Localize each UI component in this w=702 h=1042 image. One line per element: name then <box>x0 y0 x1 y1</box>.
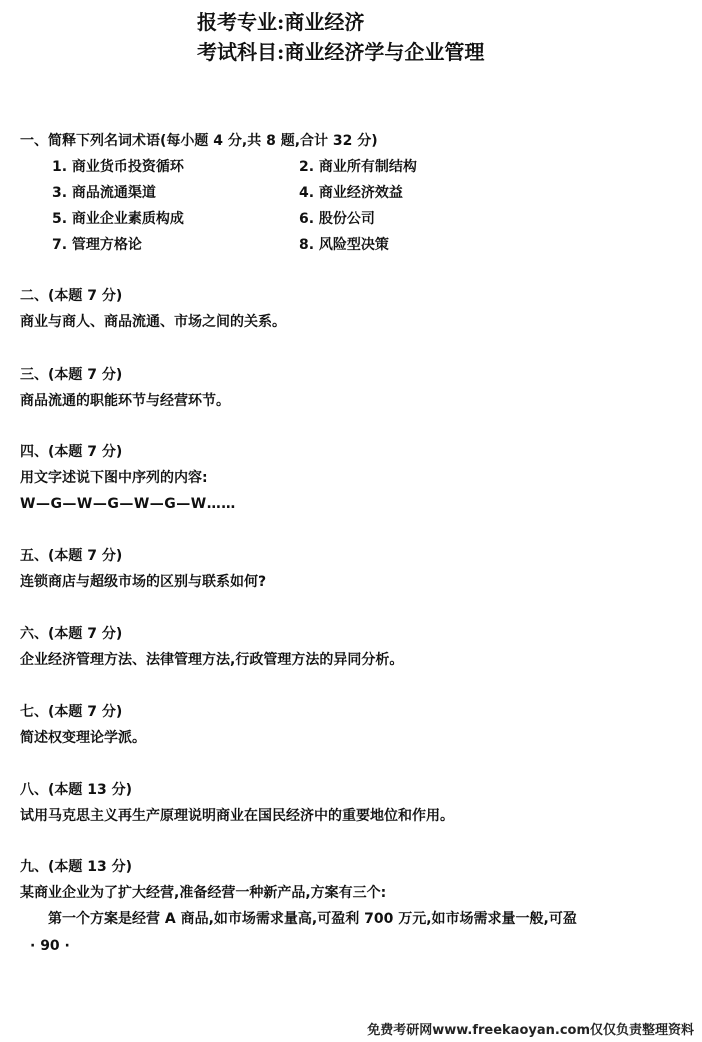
question-3-text: 商品流通的职能环节与经营环节。 <box>20 393 230 409</box>
term-item: 5. 商业企业素质构成 <box>52 211 184 227</box>
term-list <box>52 157 690 255</box>
page-number: · 90 · <box>30 938 70 954</box>
question-2-text: 商业与商人、商品流通、市场之间的关系。 <box>20 314 286 330</box>
question-4-text: 用文字述说下图中序列的内容: <box>20 470 208 486</box>
question-5 <box>20 546 695 592</box>
question-6-text: 企业经济管理方法、法律管理方法,行政管理方法的异同分析。 <box>20 652 404 668</box>
term-item: 3. 商品流通渠道 <box>52 185 156 201</box>
question-5-text: 连锁商店与超级市场的区别与联系如何? <box>20 574 267 590</box>
question-9 <box>20 857 695 929</box>
question-6 <box>20 624 695 670</box>
footer-watermark: 免费考研网www.freekaoyan.com仅仅负责整理资料 <box>367 1023 694 1038</box>
question-7 <box>20 702 695 748</box>
question-1 <box>20 131 690 255</box>
term-item: 1. 商业货币投资循环 <box>52 159 184 175</box>
question-8-text: 试用马克思主义再生产原理说明商业在国民经济中的重要地位和作用。 <box>20 808 454 824</box>
exam-major: 报考专业:商业经济 <box>197 10 365 34</box>
question-8 <box>20 780 695 826</box>
question-7-head: 七、(本题 7 分) <box>20 704 123 720</box>
question-4-head: 四、(本题 7 分) <box>20 444 123 460</box>
question-8-head: 八、(本题 13 分) <box>20 782 133 798</box>
term-item: 6. 股份公司 <box>299 211 375 227</box>
question-9-text-2: 第一个方案是经营 A 商品,如市场需求量高,可盈利 700 万元,如市场需求量一般,可盈 <box>48 911 577 927</box>
question-9-text: 某商业企业为了扩大经营,准备经营一种新产品,方案有三个: <box>20 885 387 901</box>
question-3 <box>20 365 695 411</box>
exam-subject: 考试科目:商业经济学与企业管理 <box>197 40 485 64</box>
question-7-text: 简述权变理论学派。 <box>20 730 146 746</box>
question-2-head: 二、(本题 7 分) <box>20 288 123 304</box>
term-item: 2. 商业所有制结构 <box>299 159 417 175</box>
question-2 <box>20 286 695 332</box>
question-4 <box>20 442 695 514</box>
question-3-head: 三、(本题 7 分) <box>20 367 123 383</box>
term-item: 7. 管理方格论 <box>52 237 142 253</box>
term-item: 8. 风险型决策 <box>299 237 389 253</box>
exam-header <box>197 7 484 67</box>
question-6-head: 六、(本题 7 分) <box>20 626 123 642</box>
term-item: 4. 商业经济效益 <box>299 185 403 201</box>
question-4-sequence: W—G—W—G—W—G—W…… <box>20 496 236 512</box>
question-5-head: 五、(本题 7 分) <box>20 548 123 564</box>
question-9-head: 九、(本题 13 分) <box>20 859 133 875</box>
question-1-title: 一、简释下列名词术语(每小题 4 分,共 8 题,合计 32 分) <box>20 133 378 149</box>
